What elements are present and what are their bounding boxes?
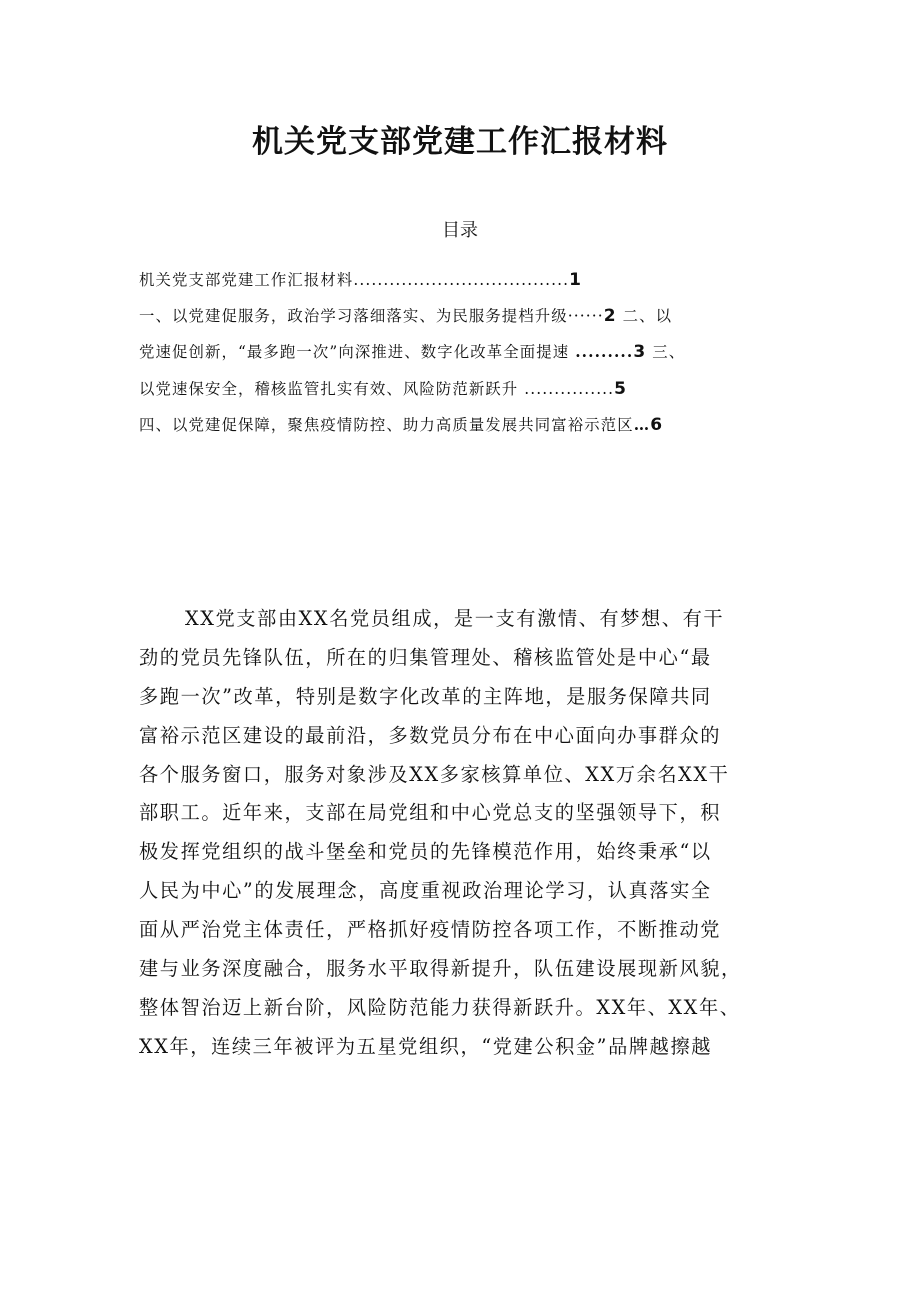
- paragraph-line: 整体智治迈上新台阶，风险防范能力获得新跃升。XX年、XX年、: [139, 995, 741, 1019]
- toc-entry[interactable]: [139, 334, 779, 370]
- toc-entry-text: 党速促创新，“最多跑一次”向深推进、数字化改革全面提速: [139, 343, 576, 362]
- paragraph-line: 各个服务窗口，服务对象涉及XX多家核算单位、XX万余名XX干: [139, 762, 730, 786]
- toc-entry-text: 机关党支部党建工作汇报材料: [139, 271, 354, 289]
- table-of-contents: [139, 262, 779, 443]
- paragraph-line: XX年，连续三年被评为五星党组织，“党建公积金”品牌越擦越: [139, 1034, 713, 1058]
- document-title: 机关党支部党建工作汇报材料: [252, 124, 668, 160]
- toc-entry-text: 以党速保安全，稽核监管扎实有效、风险防范新跃升: [139, 379, 525, 398]
- paragraph-line: 劲的党员先锋队伍，所在的归集管理处、稽核监管处是中心“最: [139, 645, 712, 669]
- toc-entry[interactable]: [139, 262, 779, 298]
- toc-leader-dots: .........: [575, 343, 634, 362]
- paragraph-line: 富裕示范区建设的最前沿，多数党员分布在中心面向办事群众的: [139, 723, 722, 747]
- paragraph-line: 面从严治党主体责任，严格抓好疫情防控各项工作，不断推动党: [139, 918, 722, 942]
- toc-entry[interactable]: [139, 407, 779, 443]
- toc-page-number: 6: [650, 414, 664, 435]
- toc-leader-dots: ...............: [524, 379, 615, 398]
- paragraph-line: 人民为中心”的发展理念，高度重视政治理论学习，认真落实全: [139, 879, 712, 903]
- paragraph-line: XX党支部由XX名党员组成，是一支有激情、有梦想、有干: [185, 607, 725, 630]
- toc-entry-text: 四、以党建促保障，聚焦疫情防控、助力高质量发展共同富裕示范区: [139, 415, 634, 434]
- toc-entry-text: 一、以党建促服务，政治学习落细落实、为民服务提档升级······: [139, 307, 604, 326]
- paragraph-line: 极发挥党组织的战斗堡垒和党员的先锋模范作用，始终秉承“以: [139, 840, 712, 864]
- toc-entry[interactable]: [139, 371, 779, 407]
- toc-leader-dots: …: [633, 415, 651, 434]
- toc-leader-dots: ....................................: [353, 271, 570, 289]
- toc-entry[interactable]: [139, 298, 779, 334]
- body-paragraph: [139, 600, 799, 1067]
- toc-entry-text-continued: 三、: [646, 343, 686, 362]
- paragraph-line: 部职工。近年来，支部在局党组和中心党总支的坚强领导下，积: [139, 801, 722, 825]
- paragraph-line: 建与业务深度融合，服务水平取得新提升，队伍建设展现新风貌，: [139, 957, 742, 981]
- toc-page-number: 2: [603, 306, 617, 327]
- toc-page-number: 5: [614, 378, 628, 399]
- toc-page-number: 1: [569, 270, 583, 290]
- toc-page-number: 3: [633, 342, 647, 363]
- paragraph-line: 多跑一次”改革，特别是数字化改革的主阵地，是服务保障共同: [139, 684, 712, 708]
- toc-entry-text-continued: 二、以: [616, 307, 673, 326]
- toc-heading: 目录: [442, 220, 478, 241]
